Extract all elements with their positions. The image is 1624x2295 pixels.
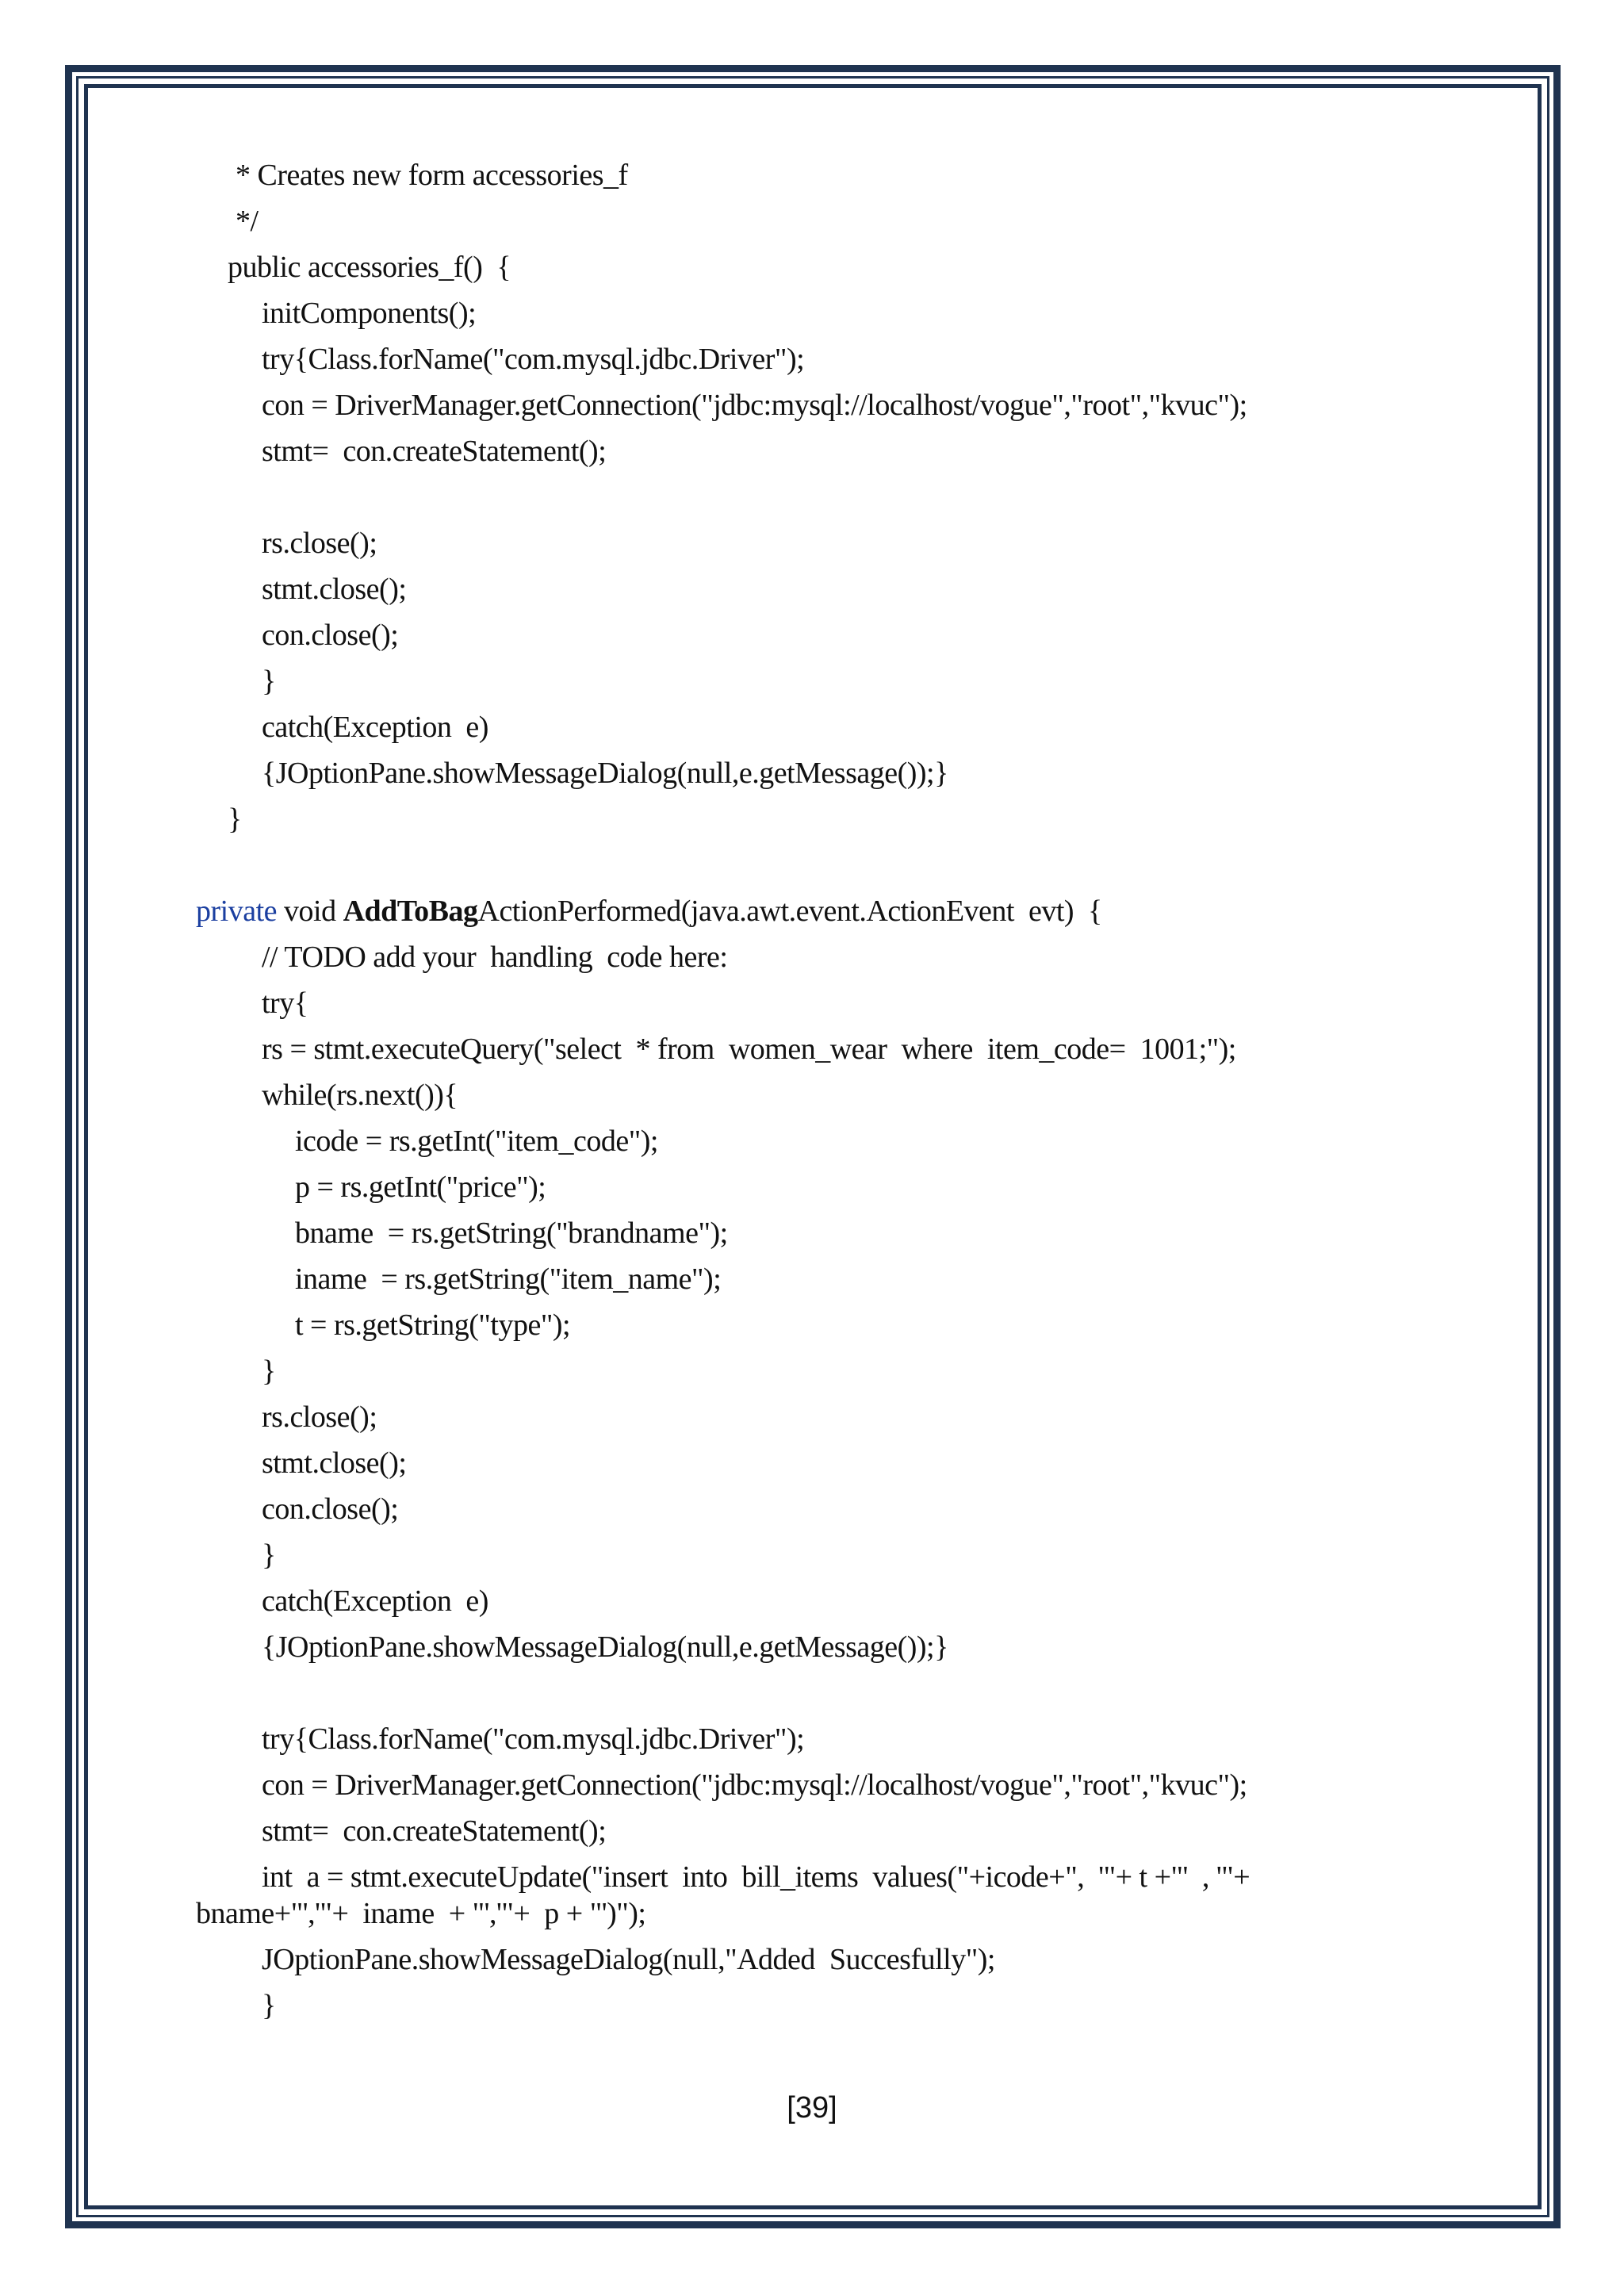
page-number: [39] (787, 2091, 837, 2125)
private-keyword: private (196, 895, 278, 928)
code-line: initComponents(); (262, 297, 477, 330)
code-line: icode = rs.getInt("item_code"); (295, 1125, 658, 1158)
method-signature-rest: ActionPerformed(java.awt.event.ActionEvent evt) { (477, 895, 1102, 928)
code-line: try{Class.forName("com.mysql.jdbc.Driver"); (262, 343, 805, 376)
code-line: {JOptionPane.showMessageDialog(null,e.getMessage());} (262, 757, 948, 790)
code-line: bname = rs.getString("brandname"); (295, 1216, 728, 1250)
code-line: iname = rs.getString("item_name"); (295, 1262, 722, 1296)
code-line: while(rs.next()){ (262, 1079, 458, 1112)
code-line: p = rs.getInt("price"); (295, 1170, 546, 1204)
code-line: stmt= con.createStatement(); (262, 1814, 607, 1848)
code-line: rs.close(); (262, 1400, 377, 1434)
code-line: JOptionPane.showMessageDialog(null,"Added Succesfully"); (262, 1943, 995, 1976)
code-line: int a = stmt.executeUpdate("insert into bill_items values("+icode+", '"+ t +"' , '"+ (262, 1860, 1251, 1894)
code-line: t = rs.getString("type"); (295, 1308, 571, 1342)
code-line: // TODO add your handling code here: (262, 941, 728, 974)
code-line: stmt= con.createStatement(); (262, 435, 607, 468)
code-line: } (262, 1538, 276, 1572)
code-line: con.close(); (262, 619, 399, 652)
code-line: catch(Exception e) (262, 711, 488, 744)
code-line: public accessories_f() { (228, 251, 511, 284)
code-line: rs.close(); (262, 527, 377, 560)
code-line: } (262, 1354, 276, 1388)
code-line: catch(Exception e) (262, 1584, 488, 1618)
method-name-bold: AddToBag (343, 895, 478, 928)
code-line: try{ (262, 987, 308, 1020)
code-line: } (262, 665, 276, 698)
void-keyword: void (277, 895, 343, 928)
code-line: } (262, 1989, 276, 2022)
method-signature-line (196, 893, 1102, 929)
code-line: try{Class.forName("com.mysql.jdbc.Driver"); (262, 1722, 805, 1756)
code-line: stmt.close(); (262, 573, 407, 606)
code-line: rs = stmt.executeQuery("select * from women_wear where item_code= 1001;"); (262, 1033, 1236, 1066)
code-line: {JOptionPane.showMessageDialog(null,e.getMessage());} (262, 1630, 948, 1664)
code-line: stmt.close(); (262, 1446, 407, 1480)
code-line: * Creates new form accessories_f (236, 159, 628, 192)
code-line: bname+"','"+ iname + "','"+ p + "')"); (196, 1897, 646, 1930)
code-line: } (228, 803, 242, 836)
code-line: */ (236, 205, 259, 238)
code-line: con = DriverManager.getConnection("jdbc:mysql://localhost/vogue","root","kvuc"); (262, 1768, 1247, 1802)
code-line: con = DriverManager.getConnection("jdbc:mysql://localhost/vogue","root","kvuc"); (262, 389, 1247, 422)
code-line: con.close(); (262, 1492, 399, 1526)
